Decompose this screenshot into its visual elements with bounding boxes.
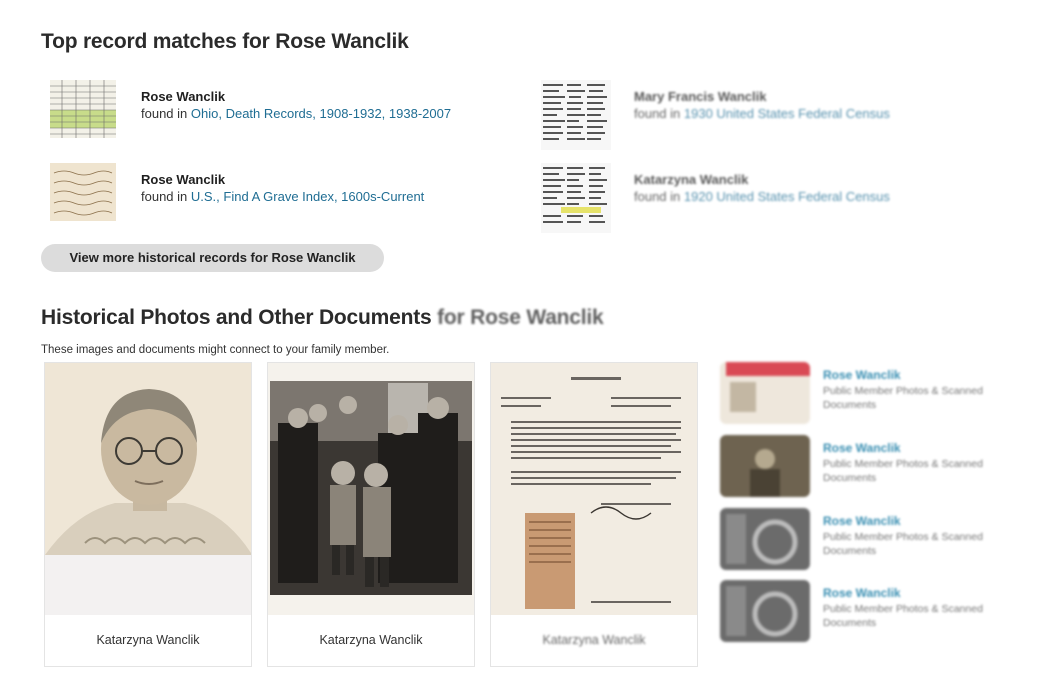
side-photo-thumbnail[interactable]	[720, 435, 810, 497]
photo-caption: Katarzyna Wanclik	[96, 633, 200, 647]
collection-link[interactable]: U.S., Find A Grave Index, 1600s-Current	[190, 189, 425, 204]
photos-title-start: Historical Photos and Other Documents	[41, 306, 432, 329]
photo-card[interactable]	[267, 362, 475, 667]
photo-card[interactable]	[490, 362, 698, 667]
found-prefix: found in	[141, 106, 188, 121]
side-photo-name[interactable]: Rose Wanclik	[823, 441, 901, 455]
photos-title-end: for Rose Wanclik	[437, 306, 604, 329]
side-photo-name[interactable]: Rose Wanclik	[823, 514, 901, 528]
record-name: Katarzyna Wanclik	[634, 172, 749, 187]
collection-link[interactable]: Ohio, Death Records, 1908-1932, 1938-2007	[190, 106, 452, 121]
collection-link[interactable]: 1920 United States Federal Census	[683, 189, 890, 204]
side-photo-thumbnail[interactable]	[720, 580, 810, 642]
found-prefix: found in	[634, 189, 681, 204]
found-prefix: found in	[141, 189, 188, 204]
record-thumbnail[interactable]	[541, 80, 611, 150]
records-title: Top record matches for Rose Wanclik	[41, 30, 409, 53]
record-found	[634, 189, 890, 204]
photo-image[interactable]	[268, 363, 474, 615]
photo-image[interactable]	[45, 363, 251, 615]
side-photo-desc: Public Member Photos & Scanned Documents	[823, 531, 983, 557]
side-photo-thumbnail[interactable]	[720, 362, 810, 424]
record-thumbnail[interactable]	[541, 163, 611, 233]
record-name: Rose Wanclik	[141, 172, 226, 187]
side-photo-desc: Public Member Photos & Scanned Documents	[823, 385, 983, 411]
side-photo-name[interactable]: Rose Wanclik	[823, 586, 901, 600]
record-thumbnail[interactable]	[50, 163, 116, 221]
side-photo-name[interactable]: Rose Wanclik	[823, 368, 901, 382]
photos-title	[41, 306, 604, 330]
side-photo-desc: Public Member Photos & Scanned Documents	[823, 458, 983, 484]
photo-caption: Katarzyna Wanclik	[319, 633, 423, 647]
record-found	[141, 106, 451, 121]
view-more-records-button[interactable]: View more historical records for Rose Wanclik	[41, 244, 384, 272]
side-photo-thumbnail[interactable]	[720, 508, 810, 570]
photo-caption: Katarzyna Wanclik	[542, 633, 646, 647]
photo-card[interactable]	[44, 362, 252, 667]
photos-subtitle: These images and documents might connect to your family member.	[41, 344, 390, 356]
photo-image[interactable]	[491, 363, 697, 615]
record-name: Mary Francis Wanclik	[634, 89, 767, 104]
record-name: Rose Wanclik	[141, 89, 226, 104]
record-thumbnail[interactable]	[50, 80, 116, 138]
record-found	[634, 106, 890, 121]
found-prefix: found in	[634, 106, 681, 121]
collection-link[interactable]: 1930 United States Federal Census	[683, 106, 890, 121]
record-found	[141, 189, 424, 204]
side-photo-desc: Public Member Photos & Scanned Documents	[823, 603, 983, 629]
